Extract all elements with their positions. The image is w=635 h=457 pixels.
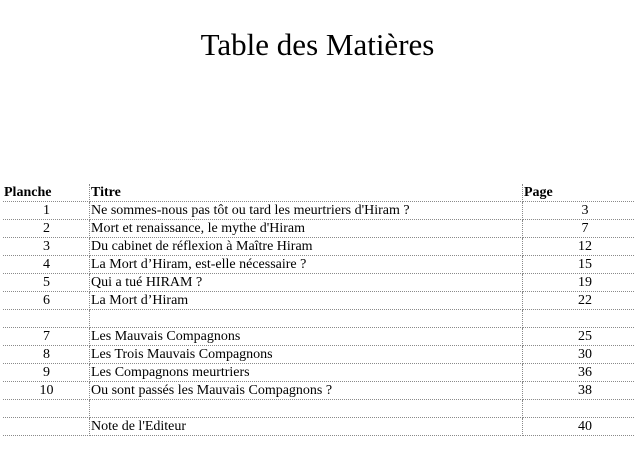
page-number: 36 [523, 364, 635, 382]
page-number: 12 [523, 238, 635, 256]
page-number: 7 [523, 220, 635, 238]
planche-number [3, 418, 90, 436]
entry-title [90, 400, 523, 418]
planche-number: 8 [3, 346, 90, 364]
table-header-row [3, 184, 635, 202]
page-number: 38 [523, 382, 635, 400]
entry-title: Du cabinet de réflexion à Maître Hiram [90, 238, 523, 256]
entry-title: Les Trois Mauvais Compagnons [90, 346, 523, 364]
planche-number: 9 [3, 364, 90, 382]
table-row-empty [3, 310, 635, 328]
table-row [3, 346, 635, 364]
page-number [523, 400, 635, 418]
page-title: Table des Matières [200, 26, 435, 62]
header-titre: Titre [90, 184, 523, 202]
table-row [3, 256, 635, 274]
table-row [3, 364, 635, 382]
planche-number: 5 [3, 274, 90, 292]
table-row [3, 220, 635, 238]
planche-number [3, 400, 90, 418]
page-number: 22 [523, 292, 635, 310]
page-number: 3 [523, 202, 635, 220]
table-row [3, 418, 635, 436]
entry-title: Ou sont passés les Mauvais Compagnons ? [90, 382, 523, 400]
header-planche: Planche [3, 184, 90, 202]
page-number: 25 [523, 328, 635, 346]
entry-title: Qui a tué HIRAM ? [90, 274, 523, 292]
planche-number: 7 [3, 328, 90, 346]
entry-title: Mort et renaissance, le mythe d'Hiram [90, 220, 523, 238]
table-body [3, 202, 635, 436]
entry-title: Ne sommes-nous pas tôt ou tard les meurtriers d'Hiram ? [90, 202, 523, 220]
table-row [3, 328, 635, 346]
header-page: Page [523, 184, 635, 202]
table-row [3, 274, 635, 292]
page-number: 30 [523, 346, 635, 364]
page-number: 19 [523, 274, 635, 292]
table-row-empty [3, 400, 635, 418]
entry-title: La Mort d’Hiram, est-elle nécessaire ? [90, 256, 523, 274]
table-row [3, 202, 635, 220]
table-row [3, 238, 635, 256]
table-row [3, 292, 635, 310]
table-of-contents [3, 184, 635, 436]
page-number [523, 310, 635, 328]
planche-number: 1 [3, 202, 90, 220]
entry-title: Note de l'Editeur [90, 418, 523, 436]
entry-title: La Mort d’Hiram [90, 292, 523, 310]
planche-number: 6 [3, 292, 90, 310]
planche-number: 10 [3, 382, 90, 400]
entry-title [90, 310, 523, 328]
page-number: 15 [523, 256, 635, 274]
planche-number: 3 [3, 238, 90, 256]
planche-number: 4 [3, 256, 90, 274]
table-row [3, 382, 635, 400]
entry-title: Les Mauvais Compagnons [90, 328, 523, 346]
page-number: 40 [523, 418, 635, 436]
planche-number [3, 310, 90, 328]
entry-title: Les Compagnons meurtriers [90, 364, 523, 382]
planche-number: 2 [3, 220, 90, 238]
